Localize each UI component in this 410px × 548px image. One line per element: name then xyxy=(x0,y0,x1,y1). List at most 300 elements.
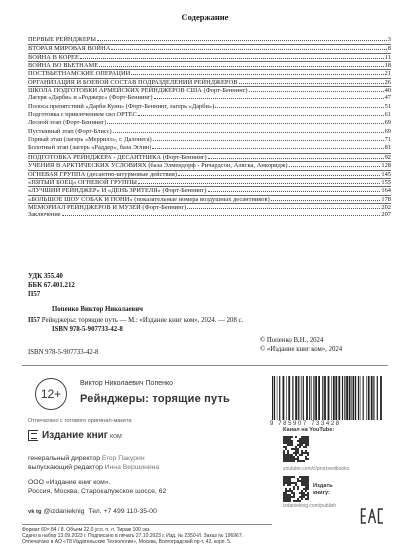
barcode-bar xyxy=(368,376,370,420)
qr-module xyxy=(285,440,287,442)
qr-module xyxy=(301,478,303,480)
imprint-printer: Отпечатано в АО «Т8 Издательские Технологии», Москва, Волгоградский пр-т, 42, корп. 5. xyxy=(22,539,232,546)
toc-entry xyxy=(28,36,391,44)
qr-module xyxy=(299,460,301,462)
qr-module xyxy=(287,480,289,482)
toc-leader-dots xyxy=(178,175,380,176)
qr-module xyxy=(289,480,291,482)
qr-module xyxy=(307,488,309,490)
barcode-bar xyxy=(279,376,280,420)
barcode-bar xyxy=(353,376,355,420)
qr-code-icon xyxy=(283,476,309,502)
qr-module xyxy=(299,446,301,448)
toc-entry-page: 8 xyxy=(387,45,391,53)
qr-module xyxy=(291,440,293,442)
qr-module xyxy=(289,454,291,456)
toc-entry-page: 92 xyxy=(384,153,391,161)
qr-module xyxy=(293,496,295,498)
qr-module xyxy=(307,478,309,480)
toc-entry-title: ОРГАНИЗАЦИЯ И БОЕВОЙ СОСТАВ ПОДРАЗДЕЛЕНИЙ РЕЙНДЖЕРОВ xyxy=(28,78,238,86)
qr-module xyxy=(291,460,293,462)
youtube-label: Канал на YouTube: xyxy=(283,427,335,433)
qr-module xyxy=(285,478,287,480)
qr-module xyxy=(289,444,291,446)
barcode-bar xyxy=(355,376,356,420)
qr-module xyxy=(293,494,295,496)
qr-module xyxy=(289,476,291,478)
qr-module xyxy=(307,492,309,494)
qr-module xyxy=(301,452,303,454)
qr-module xyxy=(283,484,285,486)
qr-module xyxy=(289,438,291,440)
qr-module xyxy=(287,500,289,502)
qr-module xyxy=(297,498,299,500)
toc-entry-page: 11 xyxy=(384,53,391,61)
toc-entry-title: Подготовка с привлечением сил ОРТЕС xyxy=(28,111,137,119)
phone-number: Тел. +7 499 110-35-00 xyxy=(88,508,157,515)
qr-module xyxy=(303,446,305,448)
qr-module xyxy=(285,456,287,458)
youtube-url: youtube.com/c/proizvedbooks xyxy=(283,466,350,472)
qr-module xyxy=(289,498,291,500)
qr-module xyxy=(297,448,299,450)
toc-entry xyxy=(28,128,391,136)
toc-entry-page: 145 xyxy=(381,170,391,178)
barcode-bar xyxy=(292,376,293,420)
qr-module xyxy=(285,460,287,462)
qr-module xyxy=(303,492,305,494)
toc-entry xyxy=(28,61,391,69)
company-name: ООО «Издание книг ком». xyxy=(28,479,111,486)
toc-entry-title: ПЕРВЫЕ РЕЙНДЖЕРЫ xyxy=(28,36,97,43)
qr-module xyxy=(305,442,307,444)
toc-entry-title: Полоса препятствий «Дарби Куин» (Форт-Беннинг, лагерь «Дарби») xyxy=(28,102,215,110)
qr-module xyxy=(285,492,287,494)
qr-module xyxy=(303,480,305,482)
qr-module xyxy=(283,480,285,482)
qr-module xyxy=(303,442,305,444)
qr-module xyxy=(287,482,289,484)
qr-module xyxy=(297,478,299,480)
qr-module xyxy=(295,484,297,486)
qr-module xyxy=(303,440,305,442)
barcode-bar xyxy=(335,376,337,420)
qr-module xyxy=(285,488,287,490)
qr-module xyxy=(307,494,309,496)
qr-module xyxy=(301,490,303,492)
publisher-name-main: Издание книг xyxy=(42,430,108,441)
qr-module xyxy=(283,458,285,460)
qr-module xyxy=(283,442,285,444)
qr-module xyxy=(295,500,297,502)
qr-module xyxy=(285,496,287,498)
barcode-bar xyxy=(309,376,310,420)
catalog-author: Попенко Виктор Николаевич xyxy=(52,306,143,313)
qr-module xyxy=(289,490,291,492)
toc-entry-title: «БОЛЬШОЕ ШОУ СОБАК И ПОНИ» (показательные номера воздушных десантников) xyxy=(28,195,270,203)
toc-leader-dots xyxy=(208,191,381,192)
toc-entry-title: ОГНЕВАЯ ГРУППА (десантно-штурмовые действия) xyxy=(28,170,178,178)
entry-text: Рейнджеры: торящие путь — М.: «Издание книг ком», 2024. — 208 с. xyxy=(41,317,244,324)
barcode-bar xyxy=(351,376,352,420)
qr-module xyxy=(295,452,297,454)
toc-entry xyxy=(28,211,391,219)
toc-entry-page: 128 xyxy=(381,162,391,170)
barcode-bar xyxy=(366,376,367,420)
barcode-bar xyxy=(300,376,301,420)
toc-entry xyxy=(28,178,391,186)
qr-module xyxy=(305,450,307,452)
qr-module xyxy=(299,440,301,442)
qr-module xyxy=(289,460,291,462)
publish-label-line1: Издать xyxy=(313,483,333,489)
qr-module xyxy=(285,436,287,438)
toc-entry-title: «ЛУЧШИЙ РЕЙНДЖЕР» И «ДЕНЬ ЗРИТЕЛЯ» (Форт-Беннинг) xyxy=(28,187,207,195)
copyright-block xyxy=(260,336,342,354)
qr-module xyxy=(305,456,307,458)
qr-module xyxy=(291,490,293,492)
qr-module xyxy=(303,482,305,484)
qr-module xyxy=(299,492,301,494)
qr-module xyxy=(291,456,293,458)
qr-module xyxy=(295,448,297,450)
barcode-bar xyxy=(342,376,343,420)
qr-module xyxy=(291,476,293,478)
toc-entry xyxy=(28,53,391,61)
qr-module xyxy=(299,476,301,478)
qr-module xyxy=(283,492,285,494)
qr-module xyxy=(305,476,307,478)
toc-entry xyxy=(28,161,391,169)
qr-module xyxy=(289,494,291,496)
toc-entry-title: Пустынный этап (Форт-Блисс) xyxy=(28,127,112,135)
toc-entry xyxy=(28,86,391,94)
qr-module xyxy=(295,482,297,484)
toc-entry-page: 69 xyxy=(384,119,391,127)
qr-module xyxy=(287,438,289,440)
catalog-entry xyxy=(28,316,358,334)
footer-divider xyxy=(22,524,272,525)
qr-module xyxy=(283,450,285,452)
qr-module xyxy=(305,440,307,442)
qr-code-icon xyxy=(283,436,309,462)
qr-module xyxy=(289,500,291,502)
entry-isbn: ISBN 978-5-907733-42-8 xyxy=(52,326,123,333)
qr-module xyxy=(289,456,291,458)
qr-module xyxy=(289,488,291,490)
qr-module xyxy=(305,486,307,488)
entry-code: П57 xyxy=(28,317,41,324)
barcode-bar xyxy=(298,376,299,420)
toc-leader-dots xyxy=(138,115,384,116)
qr-module xyxy=(301,460,303,462)
barcode-bar xyxy=(373,376,374,420)
qr-module xyxy=(301,450,303,452)
qr-module xyxy=(301,436,303,438)
toc-title: Содержание xyxy=(181,12,229,22)
barcode-bar xyxy=(371,376,373,420)
barcode-bar xyxy=(322,376,323,420)
qr-module xyxy=(295,454,297,456)
toc-entry-page: 164 xyxy=(381,187,391,195)
isbn-line: ISBN 978-5-907733-42-8 xyxy=(28,349,99,356)
qr-module xyxy=(283,496,285,498)
qr-module xyxy=(287,476,289,478)
qr-module xyxy=(301,494,303,496)
qr-module xyxy=(285,480,287,482)
toc-entry-title: ВОЙНА ВО ВЬЕТНАМЕ xyxy=(28,62,99,70)
qr-module xyxy=(295,450,297,452)
barcode-bar xyxy=(358,376,359,420)
qr-module xyxy=(285,494,287,496)
barcode-bar xyxy=(380,376,382,420)
toc-leader-dots xyxy=(239,83,384,84)
toc-entry-title: ПОСТВЬЕТНАМСКИЕ ОПЕРАЦИИ xyxy=(28,70,131,78)
qr-module xyxy=(299,454,301,456)
qr-module xyxy=(297,460,299,462)
toc-leader-dots xyxy=(152,148,383,149)
qr-module xyxy=(283,478,285,480)
qr-module xyxy=(299,480,301,482)
toc-entry xyxy=(28,170,391,178)
imprint-dates: Сдано в набор 13.09.2023 г. Подписано в печать 27.10.2023 г. Изд. № 2350-И. Заказ № 196967. xyxy=(22,533,243,540)
barcode-bar xyxy=(318,376,320,420)
qr-module xyxy=(293,458,295,460)
qr-module xyxy=(305,494,307,496)
barcode-bar xyxy=(288,376,290,420)
qr-module xyxy=(285,454,287,456)
toc-entry-title: ВТОРАЯ МИРОВАЯ ВОЙНА xyxy=(28,45,111,53)
toc-entry-title: Горный этап (лагерь «Меррилл», г. Далонега) xyxy=(28,136,152,144)
qr-module xyxy=(307,444,309,446)
qr-module xyxy=(293,500,295,502)
qr-module xyxy=(297,452,299,454)
barcode-bar xyxy=(295,376,297,420)
qr-module xyxy=(287,490,289,492)
qr-module xyxy=(301,442,303,444)
publish-label-line2: книгу: xyxy=(313,489,330,496)
qr-module xyxy=(297,480,299,482)
qr-module xyxy=(291,458,293,460)
qr-module xyxy=(303,452,305,454)
qr-module xyxy=(293,492,295,494)
toc-entry-page: 18 xyxy=(384,62,391,70)
street-address: Россия, Москва, Старокалужское шоссе, 62 xyxy=(28,488,167,496)
qr-module xyxy=(305,484,307,486)
qr-module xyxy=(283,456,285,458)
qr-module xyxy=(297,456,299,458)
social-handle: @izdanieknig xyxy=(43,508,85,515)
qr-module xyxy=(299,500,301,502)
barcode-bar xyxy=(311,376,312,420)
qr-module xyxy=(307,476,309,478)
barcode-bar xyxy=(303,376,304,420)
toc-leader-dots xyxy=(138,183,380,184)
barcode-bar xyxy=(277,376,278,420)
qr-module xyxy=(305,444,307,446)
colophon-title: Рейнджеры: торящие путь xyxy=(80,393,230,405)
barcode-image xyxy=(270,376,386,420)
qr-module xyxy=(293,488,295,490)
toc-entry-title: ВОЙНА В КОРЕЕ xyxy=(28,53,79,61)
qr-module xyxy=(299,444,301,446)
qr-module xyxy=(301,454,303,456)
qr-module xyxy=(299,442,301,444)
qr-module xyxy=(301,492,303,494)
barcode-bar xyxy=(272,376,273,420)
qr-module xyxy=(293,476,295,478)
barcode-bar xyxy=(301,376,302,420)
qr-module xyxy=(293,460,295,462)
barcode-bar xyxy=(286,376,287,420)
publisher-logo xyxy=(28,430,122,441)
qr-module xyxy=(293,486,295,488)
qr-module xyxy=(283,482,285,484)
qr-module xyxy=(289,442,291,444)
toc-entry xyxy=(28,78,391,86)
qr-module xyxy=(303,476,305,478)
qr-module xyxy=(291,444,293,446)
qr-module xyxy=(307,496,309,498)
toc-entry-title: ПОДГОТОВКА РЕЙНДЖЕРА - ДЕСАНТНИКА (Форт-Беннинг) xyxy=(28,153,207,161)
qr-module xyxy=(295,458,297,460)
toc-entry xyxy=(28,203,391,211)
qr-module xyxy=(305,482,307,484)
qr-module xyxy=(307,436,309,438)
barcode-bar xyxy=(328,376,330,420)
barcode-bar xyxy=(315,376,317,420)
qr-module xyxy=(287,444,289,446)
qr-module xyxy=(289,478,291,480)
qr-module xyxy=(289,436,291,438)
qr-module xyxy=(293,448,295,450)
printed-from-note: Отпечатано с готового оригинал-макета xyxy=(28,418,132,424)
toc-entry xyxy=(28,69,391,77)
qr-module xyxy=(291,496,293,498)
toc-entry xyxy=(28,195,391,203)
toc-entry-title: «ПЯТЫЙ БОЕЦ» ОГНЕВОЙ ГРУППЫ xyxy=(28,178,138,186)
qr-module xyxy=(307,438,309,440)
qr-module xyxy=(303,488,305,490)
toc-entry-page: 47 xyxy=(384,94,391,102)
toc-leader-dots xyxy=(271,200,381,201)
qr-module xyxy=(297,444,299,446)
publisher-name xyxy=(42,430,122,441)
toc-leader-dots xyxy=(289,166,381,167)
qr-module xyxy=(285,438,287,440)
qr-module xyxy=(287,484,289,486)
qr-module xyxy=(305,452,307,454)
barcode-bar xyxy=(346,376,348,420)
toc-leader-dots xyxy=(97,40,387,41)
toc-entry-page: 40 xyxy=(384,87,391,95)
director-name: Егор Пакурин xyxy=(101,455,145,462)
barcode-bar xyxy=(344,376,345,420)
qr-module xyxy=(297,450,299,452)
toc-entry-title: МЕМОРИАЛ РЕЙНДЖЕРОВ И МУЗЕЙ (Форт-Беннинг) xyxy=(28,203,187,211)
toc-leader-dots xyxy=(99,66,383,67)
toc-entry-page: 61 xyxy=(384,111,391,119)
table-of-contents xyxy=(28,36,391,220)
eac-mark-icon xyxy=(360,506,384,526)
toc-leader-dots xyxy=(187,208,380,209)
qr-module xyxy=(283,460,285,462)
barcode-bar xyxy=(306,376,308,420)
divider xyxy=(22,365,388,366)
barcode-bar xyxy=(377,376,378,420)
qr-module xyxy=(303,496,305,498)
qr-module xyxy=(287,498,289,500)
qr-module xyxy=(291,448,293,450)
toc-entry xyxy=(28,136,391,144)
qr-module xyxy=(295,436,297,438)
toc-entry xyxy=(28,144,391,152)
qr-module xyxy=(301,480,303,482)
publisher-address xyxy=(28,478,166,497)
toc-entry-page: 21 xyxy=(384,70,391,78)
editor-role: выпускающий редактор xyxy=(28,464,103,472)
qr-module xyxy=(301,482,303,484)
imprint-footer xyxy=(22,527,392,546)
qr-module xyxy=(287,456,289,458)
director-role: генеральный директор xyxy=(28,455,101,462)
bibliographic-codes xyxy=(28,272,75,300)
staff-credits xyxy=(28,454,159,473)
toc-leader-dots xyxy=(154,98,384,99)
barcode-bar xyxy=(283,376,285,420)
toc-leader-dots xyxy=(80,58,384,59)
qr-module xyxy=(297,486,299,488)
barcode-number: 9 785907 733428 xyxy=(270,421,341,427)
qr-module xyxy=(287,442,289,444)
qr-module xyxy=(287,458,289,460)
qr-module xyxy=(291,436,293,438)
toc-leader-dots xyxy=(113,132,384,133)
qr-module xyxy=(287,440,289,442)
qr-module xyxy=(305,446,307,448)
toc-entry-page: 51 xyxy=(384,102,391,110)
toc-entry-title: УЧЕНИЯ В АРКТИЧЕСКИХ УСЛОВИЯХ (база Элмендорф - Ричардсон, Аляска, Анкоридж) xyxy=(28,162,288,170)
qr-module xyxy=(287,454,289,456)
qr-module xyxy=(291,454,293,456)
age-rating-badge: 12+ xyxy=(35,378,67,410)
qr-module xyxy=(303,484,305,486)
toc-entry xyxy=(28,94,391,102)
qr-module xyxy=(287,496,289,498)
qr-module xyxy=(307,486,309,488)
barcode-bar xyxy=(324,376,326,420)
publisher-icon xyxy=(28,430,38,441)
qr-module xyxy=(305,438,307,440)
qr-module xyxy=(283,452,285,454)
qr-module xyxy=(283,436,285,438)
qr-module xyxy=(293,482,295,484)
qr-module xyxy=(283,440,285,442)
qr-module xyxy=(305,488,307,490)
qr-module xyxy=(293,452,295,454)
qr-module xyxy=(289,484,291,486)
barcode-bar xyxy=(338,376,340,420)
toc-entry-page: 178 xyxy=(381,195,391,203)
qr-module xyxy=(285,448,287,450)
toc-entry-page: 81 xyxy=(384,144,391,152)
qr-module xyxy=(305,436,307,438)
social-contacts xyxy=(28,508,157,515)
qr-module xyxy=(285,476,287,478)
qr-module xyxy=(285,442,287,444)
qr-module xyxy=(301,496,303,498)
qr-module xyxy=(287,436,289,438)
